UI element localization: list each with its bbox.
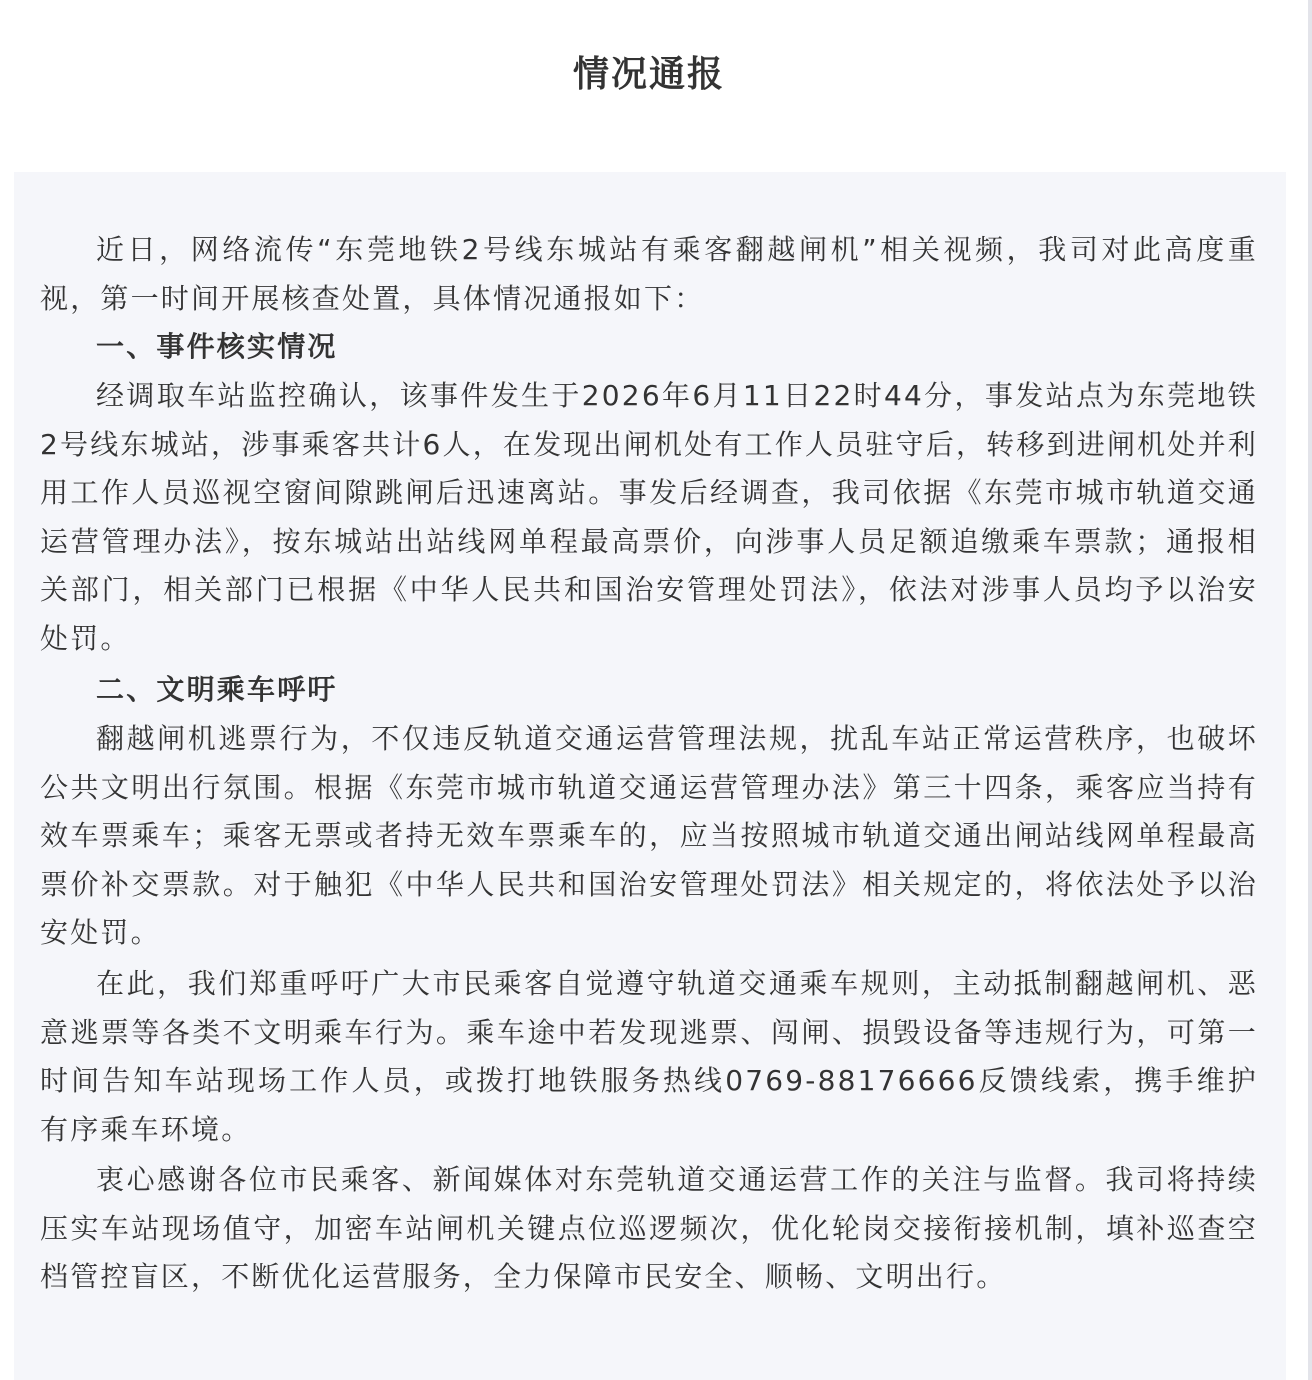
right-edge-border [1308,0,1312,1380]
intro-paragraph: 近日，网络流传“东莞地铁2号线东城站有乘客翻越闸机”相关视频，我司对此高度重视，第一时间开展核查处置，具体情况通报如下： [40,233,1258,315]
section2-paragraph-2: 在此，我们郑重呼吁广大市民乘客自觉遵守轨道交通乘车规则，主动抵制翻越闸机、恶意逃票等各类不文明乘车行为。乘车途中若发现逃票、闯闸、损毁设备等违规行为，可第一时间告知车站现场工作人员，或拨打地铁服务热线0769-88176666反馈线索，携手维护有序乘车环境。 [40,967,1258,1146]
section-heading-1: 一、事件核实情况 [96,330,338,363]
closing-paragraph: 衷心感谢各位市民乘客、新闻媒体对东莞轨道交通运营工作的关注与监督。我司将持续压实车站现场值守，加密车站闸机关键点位巡逻频次，优化轮岗交接衔接机制，填补巡查空档管控盲区，不断优化运营服务，全力保障市民安全、顺畅、文明出行。 [40,1163,1258,1293]
page-title: 情况通报 [572,53,725,95]
section-heading-2: 二、文明乘车呼吁 [96,673,338,706]
title-area [0,0,1312,172]
section2-paragraph-1: 翻越闸机逃票行为，不仅违反轨道交通运营管理法规，扰乱车站正常运营秩序，也破坏公共文明出行氛围。根据《东莞市城市轨道交通运营管理办法》第三十四条，乘客应当持有效车票乘车；乘客无票或者持无效车票乘车的，应当按照城市轨道交通出闸站线网单程最高票价补交票款。对于触犯《中华人民共和国治安管理处罚法》相关规定的，将依法处予以治安处罚。 [40,722,1258,949]
section1-paragraph: 经调取车站监控确认，该事件发生于2026年6月11日22时44分，事发站点为东莞地铁2号线东城站，涉事乘客共计6人，在发现出闸机处有工作人员驻守后，转移到进闸机处并利用工作人员巡视空窗间隙跳闸后迅速离站。事发后经调查，我司依据《东莞市城市轨道交通运营管理办法》，按东城站出站线网单程最高票价，向涉事人员足额追缴乘车票款；通报相关部门，相关部门已根据《中华人民共和国治安管理处罚法》，依法对涉事人员均予以治安处罚。 [40,379,1258,655]
